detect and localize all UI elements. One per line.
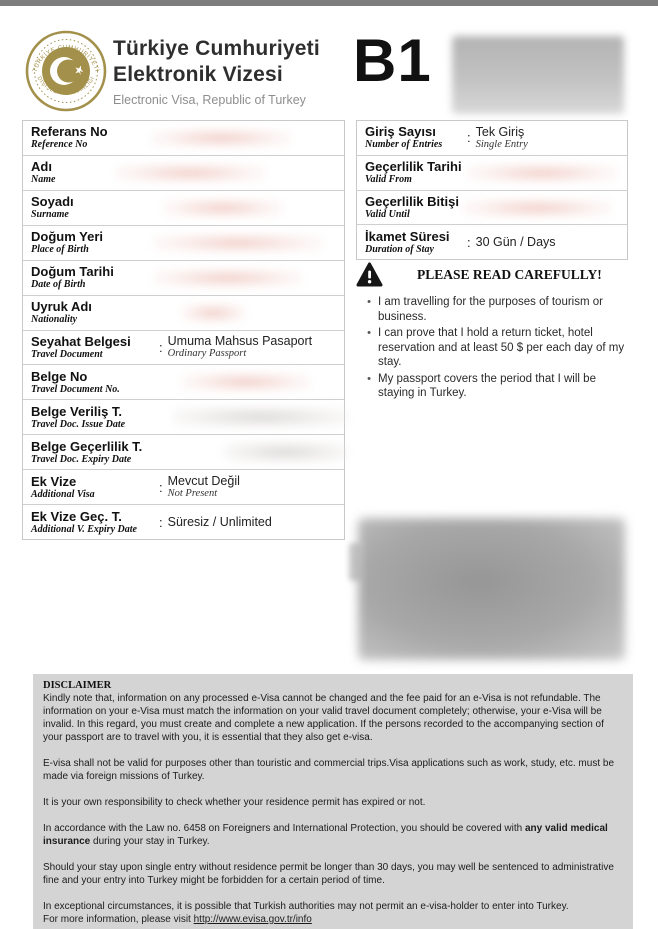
title-line-turkish-2: Elektronik Vizesi (113, 63, 283, 86)
top-bar (0, 0, 658, 6)
colon: : (159, 514, 163, 530)
field-row-duration-of-stay (357, 225, 627, 259)
disclaimer-paragraph-4: In accordance with the Law no. 6458 on Foreigners and International Protection, you should be covered with any valid medical insurance during your stay in Turkey. (43, 823, 608, 847)
field-label-en: Additional V. Expiry Date (31, 523, 137, 535)
field-label-en: Travel Doc. Issue Date (31, 418, 126, 430)
field-value-en: Not Present (167, 488, 218, 500)
field-row-valid-from (357, 156, 627, 191)
field-row-document-no (23, 365, 344, 400)
svg-text:TÜRKİYE CUMHURİYETİ: TÜRKİYE CUMHURİYETİ (32, 44, 100, 73)
field-label-en: Name (31, 174, 56, 186)
redacted-value (181, 372, 311, 392)
redacted-value (223, 441, 348, 463)
visa-validity-box (356, 120, 628, 260)
field-label-en: Date of Birth (31, 279, 86, 291)
field-value-tr: Tek Giriş (475, 124, 525, 139)
field-label-tr: Ek Vize Geç. T. (31, 508, 122, 524)
field-label-en: Duration of Stay (365, 243, 434, 255)
field-row-name (23, 156, 344, 191)
field-label-tr: Doğum Yeri (31, 229, 104, 245)
field-label-tr: Belge No (31, 368, 88, 384)
field-label-en: Travel Doc. Expiry Date (31, 453, 132, 465)
redacted-value (153, 233, 323, 253)
turkey-ministry-emblem-icon (25, 30, 107, 112)
warning-bullet: • I am travelling for the purposes of tourism or business. (360, 295, 628, 324)
field-label-tr: Soyadı (31, 194, 74, 210)
field-row-place-of-birth (23, 226, 344, 261)
redacted-value (467, 163, 617, 183)
redacted-value (115, 163, 265, 183)
personal-fields-box (22, 120, 345, 540)
field-row-number-of-entries (357, 121, 627, 156)
field-label-en: Nationality (31, 314, 78, 326)
field-label-en: Valid Until (365, 208, 410, 220)
field-row-date-of-birth (23, 261, 344, 296)
field-label-tr: Geçerlilik Tarihi (365, 159, 462, 175)
field-label-tr: Giriş Sayısı (365, 124, 436, 140)
field-row-doc-expiry-date (23, 435, 344, 470)
svg-text:DIŞİŞLERİ BAKANLIĞI: DIŞİŞLERİ BAKANLIĞI (35, 75, 97, 97)
field-row-travel-document (23, 331, 344, 366)
redacted-value (151, 128, 291, 148)
colon: : (467, 130, 471, 146)
field-label-en: Place of Birth (31, 244, 89, 256)
redacted-passport-number (452, 36, 624, 114)
field-row-doc-issue-date (23, 400, 344, 435)
field-row-additional-visa (23, 470, 344, 505)
field-label-en: Valid From (365, 174, 412, 186)
warning-bullet: • I can prove that I hold a return ticket, hotel reservation and at least 50 $ per each day of my stay. (360, 326, 628, 370)
title-subtitle-english: Electronic Visa, Republic of Turkey (113, 93, 306, 107)
warning-title: PLEASE READ CAREFULLY! (417, 266, 602, 282)
field-label-tr: Belge Veriliş T. (31, 403, 123, 419)
field-label-tr: Uyruk Adı (31, 299, 92, 315)
title-line-turkish: Türkiye Cumhuriyeti (113, 37, 320, 60)
field-label-en: Surname (31, 209, 69, 221)
field-label-tr: Seyahat Belgesi (31, 333, 131, 349)
field-row-surname (23, 191, 344, 226)
disclaimer-paragraph-1: Kindly note that, information on any processed e-Visa cannot be changed and the fee paid for an e-Visa is not refundable. The information on your e-Visa must match the information on your valid travel document completely; otherwise, your e-Visa will be invalid. In this regard, you must create and complete a new application. If the persons recorded to the accompanying section of your passport are to travel with you, it is essential that they also get e-visa. (43, 693, 604, 743)
redacted-value (181, 303, 246, 323)
field-row-valid-until (357, 191, 627, 226)
field-label-tr: Referans No (31, 124, 108, 140)
field-label-tr: İkamet Süresi (365, 228, 450, 244)
medical-insurance-bold-text: any valid medical insurance (43, 823, 608, 847)
redacted-value (462, 198, 612, 218)
field-label-en: Reference No (31, 139, 88, 151)
field-value: 30 Gün / Days (475, 235, 556, 250)
field-label-tr: Belge Geçerlilik T. (31, 438, 143, 454)
redacted-value (173, 406, 348, 428)
field-label-tr: Ek Vize (31, 473, 77, 489)
disclaimer-paragraph-5: Should your stay upon single entry without residence permit be longer than 30 days, you may well be sentenced to administrative fine and your entry into Turkey might be forbidden for a certain period of time. (43, 862, 614, 886)
redacted-value (163, 198, 283, 218)
colon: : (159, 339, 163, 355)
colon: : (467, 234, 471, 250)
redacted-barcode-area (358, 518, 625, 660)
field-label-en: Travel Document No. (31, 383, 120, 395)
evisa-info-link[interactable]: http://www.evisa.gov.tr/info (193, 914, 312, 925)
field-label-en: Number of Entries (365, 139, 443, 151)
warning-bullet-list (360, 295, 628, 401)
warning-header (356, 262, 628, 287)
disclaimer-paragraph-3: It is your own responsibility to check whether your residence permit has expired or not. (43, 797, 426, 808)
field-label-tr: Doğum Tarihi (31, 264, 114, 280)
field-value: Süresiz / Unlimited (167, 515, 272, 530)
field-value-tr: Mevcut Değil (167, 474, 240, 489)
field-value-en: Single Entry (475, 138, 528, 150)
disclaimer-paragraph-2: E-visa shall not be valid for purposes other than touristic and commercial trips.Visa applications such as work, study, etc. must be made via foreign missions of Turkey. (43, 758, 615, 782)
field-label-tr: Geçerlilik Bitişi (365, 193, 459, 209)
field-row-nationality (23, 296, 344, 331)
redacted-value (153, 268, 303, 288)
field-value-tr: Umuma Mahsus Pasaport (167, 334, 313, 349)
visa-type-code: B1 (353, 27, 432, 94)
disclaimer-box (33, 674, 633, 929)
field-label-en: Travel Document (31, 348, 103, 360)
field-value-en: Ordinary Passport (167, 348, 247, 360)
colon: : (159, 479, 163, 495)
warning-section (356, 262, 628, 403)
document-title (113, 36, 353, 107)
disclaimer-title: DISCLAIMER (43, 680, 112, 691)
warning-triangle-icon (356, 262, 383, 287)
warning-bullet: • My passport covers the period that I will be staying in Turkey. (360, 372, 628, 401)
field-label-tr: Adı (31, 159, 52, 175)
field-row-referans-no (23, 121, 344, 156)
field-label-en: Additional Visa (31, 488, 95, 500)
field-row-additional-visa-expiry (23, 505, 344, 539)
disclaimer-paragraph-6: In exceptional circumstances, it is possible that Turkish authorities may not permit an e-visa-holder to enter into Turkey. For more information, please visit http://www.evisa.gov.tr/info (43, 901, 569, 925)
